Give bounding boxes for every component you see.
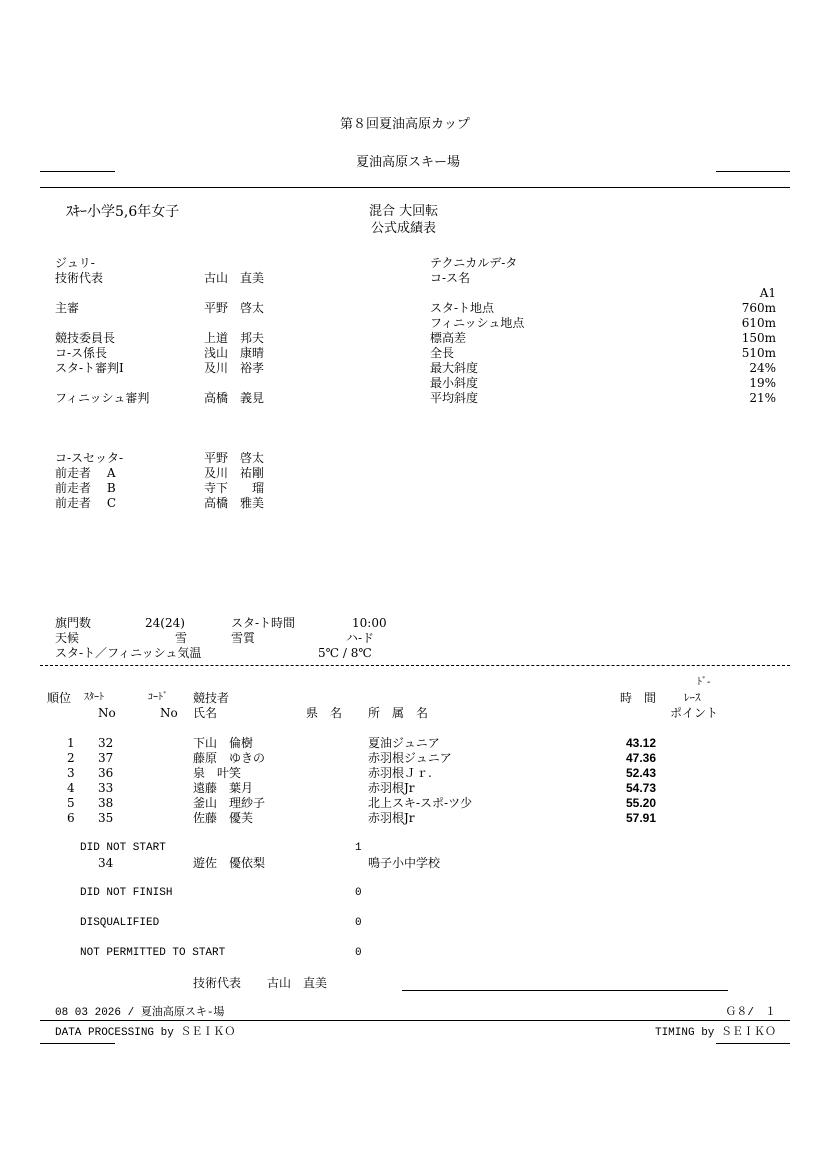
dsq-label: DISQUALIFIED xyxy=(80,917,160,929)
dns-count: 1 xyxy=(355,842,362,854)
rank-cell: 3 xyxy=(67,766,75,780)
bib-cell: 37 xyxy=(98,751,114,765)
name-cell: 藤原 ゆきの xyxy=(193,751,266,765)
npts-count: 0 xyxy=(355,947,362,959)
tech-label: フィニッシュ地点 xyxy=(430,316,525,330)
name-cell: 釜山 理紗子 xyxy=(193,796,266,810)
tech-label: 最大斜度 xyxy=(430,361,479,375)
jury-role: コ‐ス係長 xyxy=(55,346,108,360)
tech-label: 全長 xyxy=(430,346,455,360)
time-cell: 55.20 xyxy=(626,796,657,810)
temp-value: 5℃ / 8℃ xyxy=(318,646,372,660)
jury-role: 主審 xyxy=(55,301,80,315)
dns-club: 鳴子小中学校 xyxy=(368,856,441,870)
footer-page: Ｇ８/ １ xyxy=(725,1007,776,1019)
snow-label: 雪質 xyxy=(231,631,256,645)
dnf-label: DID NOT FINISH xyxy=(80,887,173,899)
dsq-count: 0 xyxy=(355,917,362,929)
course-label: コ‐ス名 xyxy=(430,271,471,285)
table-row xyxy=(0,736,827,751)
snow-value: ハ‐ド xyxy=(346,631,375,645)
col-athlete-top: 競技者 xyxy=(193,691,230,705)
signature-line xyxy=(402,990,728,991)
jury-role: 技術代表 xyxy=(55,271,104,285)
footer-data-processing: DATA PROCESSING by ＳＥＩＫＯ xyxy=(55,1027,236,1039)
col-points-bottom: ポイント xyxy=(670,706,719,720)
dns-label: DID NOT START xyxy=(80,842,166,854)
club-cell: 夏油ジュニア xyxy=(368,736,440,750)
gates-value: 24(24) xyxy=(145,616,185,630)
rank-cell: 4 xyxy=(67,781,75,795)
staff-role: コ‐スセッタ‐ xyxy=(55,451,124,465)
tech-value: 760m xyxy=(741,301,776,315)
dnf-count: 0 xyxy=(355,887,362,899)
points-prefix: ﾄﾞ‐ xyxy=(697,677,711,688)
col-athlete-bottom: 氏名 xyxy=(193,706,218,720)
name-cell: 下山 倫樹 xyxy=(193,736,254,750)
weather-label: 天候 xyxy=(55,631,80,645)
tech-label: 平均斜度 xyxy=(430,391,479,405)
rank-cell: 5 xyxy=(67,796,75,810)
col-pref: 県 名 xyxy=(306,706,343,720)
tech-value: 610m xyxy=(741,316,776,330)
bib-cell: 33 xyxy=(98,781,114,795)
tech-value: 19% xyxy=(749,376,776,390)
staff-name: 寺下 瑠 xyxy=(204,481,265,495)
jury-name: 平野 啓太 xyxy=(204,301,265,315)
table-row xyxy=(0,766,827,781)
table-row xyxy=(0,811,827,826)
jury-name: 上道 邦夫 xyxy=(204,331,265,345)
staff-role: 前走者 A xyxy=(55,466,116,480)
header-rule-right xyxy=(716,171,790,172)
course-name: A1 xyxy=(759,286,776,300)
technical-heading: テクニカルデ‐タ xyxy=(430,256,518,270)
name-cell: 遠藤 葉月 xyxy=(193,781,254,795)
club-cell: 赤羽根Jr xyxy=(368,781,415,795)
time-cell: 57.91 xyxy=(626,811,657,825)
conditions-divider xyxy=(40,665,790,666)
event-title: 第８回夏油高原カップ xyxy=(340,117,470,132)
name-cell: 佐藤 優芙 xyxy=(193,811,254,825)
discipline: 混合 大回転 xyxy=(369,204,439,219)
jury-role: フィニッシュ審判 xyxy=(55,391,150,405)
signature-name: 古山 直美 xyxy=(267,976,328,990)
tech-value: 150m xyxy=(741,331,776,345)
bib-cell: 32 xyxy=(98,736,114,750)
rank-cell: 2 xyxy=(67,751,75,765)
bib-cell: 35 xyxy=(98,811,114,825)
bib-cell: 38 xyxy=(98,796,114,810)
time-cell: 54.73 xyxy=(626,781,657,795)
gates-label: 旗門数 xyxy=(55,616,92,630)
jury-name: 浅山 康晴 xyxy=(204,346,265,360)
table-row xyxy=(0,781,827,796)
start-time-label: スタ‐ト時間 xyxy=(231,616,296,630)
footer-rule-right xyxy=(716,1043,790,1044)
name-cell: 泉 叶笑 xyxy=(193,766,242,780)
club-cell: 北上スキ‐スポ‐ツ少 xyxy=(368,796,473,810)
footer-date-venue: 08 03 2026 / 夏油高原スキ‐場 xyxy=(55,1007,225,1019)
temp-label: スタ‐ト／フィニッシュ気温 xyxy=(55,646,202,660)
col-time: 時 間 xyxy=(620,691,657,705)
staff-name: 及川 祐剛 xyxy=(204,466,265,480)
jury-name: 古山 直美 xyxy=(204,271,265,285)
tech-value: 21% xyxy=(749,391,776,405)
tech-value: 24% xyxy=(749,361,776,375)
staff-name: 高橋 雅美 xyxy=(204,496,265,510)
table-row xyxy=(0,751,827,766)
staff-role: 前走者 C xyxy=(55,496,116,510)
header-rule-full xyxy=(40,187,790,188)
time-cell: 43.12 xyxy=(626,736,657,750)
dns-bib: 34 xyxy=(98,856,114,870)
bib-cell: 36 xyxy=(98,766,114,780)
jury-heading: ジュリ‐ xyxy=(55,256,95,270)
staff-role: 前走者 B xyxy=(55,481,116,495)
tech-label: スタ‐ト地点 xyxy=(430,301,495,315)
footer-rule-left xyxy=(40,1043,115,1044)
npts-label: NOT PERMITTED TO START xyxy=(80,947,226,959)
col-points-top: ﾚｰｽ xyxy=(684,691,701,704)
club-cell: 赤羽根Jr xyxy=(368,811,415,825)
footer-rule xyxy=(40,1020,790,1021)
footer-timing: TIMING by ＳＥＩＫＯ xyxy=(654,1027,776,1039)
time-cell: 52.43 xyxy=(626,766,657,780)
rank-cell: 1 xyxy=(67,736,75,750)
col-code-bottom: No xyxy=(160,706,178,720)
staff-name: 平野 啓太 xyxy=(204,451,265,465)
time-cell: 47.36 xyxy=(626,751,657,765)
jury-role: スタ‐ト審判Ⅰ xyxy=(55,361,124,375)
jury-name: 及川 裕孝 xyxy=(204,361,265,375)
col-code-top: ｺｰﾄﾞ xyxy=(148,692,168,703)
col-club: 所 属 名 xyxy=(368,706,429,720)
col-start-bottom: No xyxy=(98,706,116,720)
category: ｽｷｰ小学5,6年女子 xyxy=(66,204,180,220)
rank-cell: 6 xyxy=(67,811,75,825)
jury-role: 競技委員長 xyxy=(55,331,116,345)
weather-value: 雪 xyxy=(175,631,188,645)
col-rank: 順位 xyxy=(47,691,72,705)
tech-value: 510m xyxy=(741,346,776,360)
signature-role: 技術代表 xyxy=(193,976,242,990)
header-rule-left xyxy=(40,171,115,172)
result-type: 公式成績表 xyxy=(371,221,437,236)
jury-name: 高橋 義見 xyxy=(204,391,265,405)
dns-name: 遊佐 優依梨 xyxy=(193,856,266,870)
venue-title: 夏油高原スキー場 xyxy=(356,155,461,170)
club-cell: 赤羽根Ｊｒ. xyxy=(368,766,432,780)
tech-label: 最小斜度 xyxy=(430,376,479,390)
table-row xyxy=(0,796,827,811)
club-cell: 赤羽根ジュニア xyxy=(368,751,452,765)
col-start-top: ｽﾀｰﾄ xyxy=(84,692,104,703)
start-time-value: 10:00 xyxy=(352,616,387,630)
tech-label: 標高差 xyxy=(430,331,467,345)
